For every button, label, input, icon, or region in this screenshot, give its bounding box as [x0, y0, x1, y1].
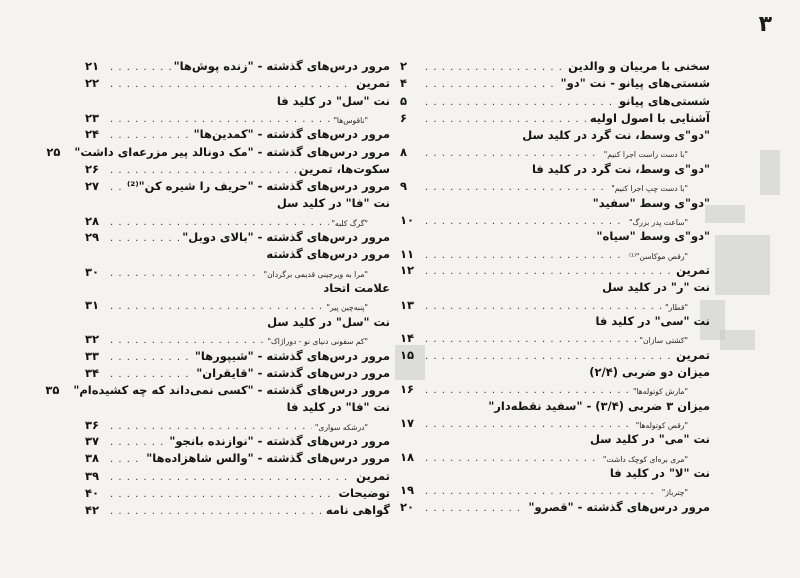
toc-subentry-title: "درشکه سواری" [314, 422, 368, 432]
toc-page-number: ۹ [400, 179, 408, 194]
toc-entry-title: شستی‌های پیانو [618, 93, 710, 108]
toc-leader-dots [110, 76, 353, 93]
toc-entry [85, 229, 390, 246]
toc-subentry [85, 297, 390, 313]
toc-subentry-title: "با دست راست اجرا کنیم" [603, 150, 688, 160]
toc-leader-dots [425, 500, 525, 517]
toc-entry [45, 382, 390, 399]
toc-subentry [85, 417, 390, 433]
toc-entry-title: میزان ۳ ضربی (۳/۴) - "سفید نقطه‌دار" [488, 398, 710, 413]
toc-subentry [400, 381, 710, 397]
toc-entry [85, 280, 390, 297]
toc-leader-dots [110, 451, 143, 468]
toc-entry [85, 348, 390, 365]
toc-entry-title: توضیحات [338, 485, 390, 500]
toc-leader-dots [110, 59, 171, 76]
toc-page-number: ۸ [400, 145, 408, 160]
toc-subentry-title: "ناقوس‌ها" [333, 115, 368, 125]
toc-leader-dots [110, 434, 166, 451]
toc-page-number: ۳۱ [85, 298, 100, 313]
toc-entry-title: شستی‌های پیانو - نت "دو" [560, 76, 710, 91]
toc-page-number: ۱۲ [400, 262, 415, 277]
toc-leader-dots [425, 111, 587, 128]
toc-page-number: ۱۸ [400, 449, 415, 464]
toc-entry [400, 313, 710, 330]
toc-entry-title: مرور درس‌های گذشته [266, 247, 390, 262]
toc-page-number: ۱۳ [400, 297, 415, 312]
toc-page-number: ۳۶ [85, 417, 100, 432]
toc-entry-title: نت "لا" در کلید فا [609, 465, 710, 480]
toc-subentry [400, 330, 710, 346]
toc-entry [400, 279, 710, 296]
toc-entry-title: مرور درس‌های گذشته - "والس شاهزاده‌ها" [146, 451, 390, 466]
toc-entry-title: مرور درس‌های گذشته - "کمدین‌ها" [193, 127, 390, 142]
toc-page-number: ۲۳ [85, 110, 100, 125]
toc-subentry [85, 213, 390, 229]
toc-entry-title: مرور درس‌های گذشته - "شیپورها" [194, 348, 390, 363]
toc-page-number: ۲۶ [85, 161, 100, 176]
toc-entry-title: "دو"ی وسط "سیاه" [596, 229, 710, 244]
toc-page-number: ۳۳ [85, 348, 100, 363]
toc-entry-title: مرور درس‌های گذشته - "بالای دوبل" [182, 230, 390, 245]
scan-noise [705, 205, 745, 223]
toc-entry [85, 161, 390, 178]
toc-leader-dots [425, 94, 616, 111]
toc-subentry-title: "ساعت پدر بزرگ" [628, 217, 688, 227]
toc-entry-title: مرور درس‌های گذشته - "نوازنده بانجو" [169, 434, 390, 449]
toc-entry-title: سکوت‌ها، تمرین [298, 161, 390, 176]
toc-leader-dots [110, 162, 296, 179]
toc-page-number: ۱۵ [400, 347, 415, 362]
scan-noise [720, 330, 755, 350]
toc-subentry [400, 449, 710, 465]
toc-page-number: ۲۸ [85, 213, 100, 228]
toc-leader-dots [110, 230, 179, 247]
toc-page-number: ۲۱ [85, 59, 100, 73]
toc-entry-title: "دو"ی وسط، نت گرد در کلید فا [531, 161, 710, 176]
toc-page-number: ۴۰ [85, 485, 100, 500]
toc-entry [400, 262, 710, 279]
toc-entry [400, 93, 710, 110]
toc-entry [85, 126, 390, 143]
toc-page-number: ۱۹ [400, 483, 415, 498]
toc-subentry-title: "پنبه‌چین پیر" [326, 303, 368, 313]
toc-entry [85, 314, 390, 331]
toc-entry-title: سخنی با مربیان و والدین [568, 59, 710, 73]
toc-subentry [85, 264, 390, 280]
toc-entry [85, 75, 390, 92]
toc-subentry [400, 246, 710, 262]
toc-entry-title: میزان دو ضربی (۲/۴) [589, 364, 710, 379]
toc-subentry-title: "با دست چپ اجرا کنیم" [611, 184, 688, 194]
toc-entry [85, 195, 390, 212]
toc-page-number: ۳۹ [85, 468, 100, 483]
toc-entry [400, 110, 710, 127]
toc-subentry [400, 212, 710, 228]
toc-entry-title: مرور درس‌های گذشته - "حریف را شیره کن"⁽²⁾ [126, 179, 390, 194]
toc-leader-dots [110, 503, 323, 520]
toc-entry-title: "دو"ی وسط "سفید" [592, 195, 710, 210]
toc-subentry-title: "قطار" [665, 302, 688, 312]
toc-page-number: ۵ [400, 93, 408, 108]
page-number: ۳ [758, 12, 772, 37]
toc-subentry-title: "مری بره‌ای کوچک داشت" [602, 454, 688, 464]
toc-page-number: ۶ [400, 110, 408, 125]
toc-entry [85, 450, 390, 467]
toc-subentry [400, 482, 710, 498]
toc-entry [400, 127, 710, 144]
toc-entry-title: نت "می" در کلید سل [589, 432, 710, 447]
toc-entry [400, 228, 710, 245]
toc-leader-dots [425, 348, 673, 365]
toc-entry [85, 93, 390, 110]
toc-leader-dots [425, 59, 565, 76]
toc-page-number: ۱۴ [400, 331, 415, 346]
toc-page-number: ۳۰ [85, 264, 100, 279]
toc-subentry [400, 297, 710, 313]
toc-subentry [400, 415, 710, 431]
toc-page-number: ۲۴ [85, 127, 100, 142]
toc-leader-dots [110, 127, 191, 144]
toc-page-number: ۳۲ [85, 332, 100, 347]
toc-entry-title: تمرین [356, 468, 390, 483]
toc-page-number: ۱۶ [400, 382, 415, 397]
toc-entry-title: مرور درس‌های گذشته - "زنده پوش‌ها" [173, 59, 390, 73]
toc-entry [85, 365, 390, 382]
toc-entry-title: نت "فا" در کلید سل [276, 196, 390, 211]
toc-page-number: ۳۸ [85, 451, 100, 466]
toc-subentry-title: "چترباز" [661, 488, 688, 498]
toc-page-number: ۳۷ [85, 434, 100, 449]
toc-column-right [400, 58, 710, 516]
toc-entry [400, 161, 710, 178]
toc-entry [400, 465, 710, 482]
toc-entry [400, 58, 710, 75]
toc-entry-title: مرور درس‌های گذشته - "کسی نمی‌داند که چه کشیده‌ام" [73, 383, 390, 398]
toc-entry-title: مرور درس‌های گذشته - "قصرو" [528, 499, 710, 514]
toc-entry [85, 468, 390, 485]
toc-entry [46, 144, 390, 161]
toc-entry-title: نت "سی" در کلید فا [595, 313, 710, 328]
toc-leader-dots [110, 469, 353, 486]
toc-entry-title: نت "سل" در کلید سل [267, 314, 390, 329]
toc-entry-title: مرور درس‌های گذشته - "قایقران" [196, 365, 390, 380]
toc-page-number: ۲ [400, 59, 408, 73]
toc-subentry-title: "رقص کوتوله‌ها" [635, 420, 688, 430]
toc-entry [85, 399, 390, 416]
toc-entry [400, 195, 710, 212]
toc-page-number: ۳۵ [45, 383, 60, 398]
toc-entry [400, 499, 710, 516]
toc-page-number: ۴ [400, 76, 408, 91]
toc-entry-title: مرور درس‌های گذشته - "مک دونالد پیر مزرعه‌ای داشت" [74, 144, 390, 159]
toc-entry-title: "دو"ی وسط، نت گرد در کلید سل [522, 128, 710, 143]
toc-page-number: ۳۴ [85, 365, 100, 380]
toc-leader-dots [425, 263, 673, 280]
toc-subentry-title: "مارش کوتوله‌ها" [633, 387, 688, 397]
toc-entry [85, 502, 390, 519]
toc-page-number: ۲۲ [85, 76, 100, 91]
toc-entry-title: تمرین [676, 347, 710, 362]
toc-column-left [45, 58, 390, 520]
toc-subentry [400, 178, 710, 194]
toc-subentry-title: "کم سفونی دنیای نو - دوراژاک" [267, 337, 368, 347]
toc-entry-title: نت "ر" در کلید سل [602, 280, 710, 295]
toc-page-number: ۲۹ [85, 230, 100, 245]
toc-entry-title: گواهی نامه [325, 503, 390, 518]
toc-page-number: ۱۰ [400, 212, 415, 227]
toc-leader-dots [425, 76, 558, 93]
toc-subentry-title: "کشتی سازان" [639, 336, 688, 346]
toc-entry-title: علامت اتحاد [323, 281, 390, 296]
toc-entry-title: آشنایی با اصول اولیه [589, 110, 710, 125]
toc-entry [400, 75, 710, 92]
toc-entry [85, 485, 390, 502]
toc-entry-title: نت "سل" در کلید فا [276, 93, 390, 108]
toc-entry [400, 364, 710, 381]
toc-entry [85, 433, 390, 450]
toc-entry [85, 246, 390, 263]
toc-page-number: ۱۱ [400, 246, 415, 261]
toc-page-number: ۱۷ [400, 415, 415, 430]
toc-entry [85, 178, 390, 195]
toc-entry-title: نت "فا" در کلید فا [286, 400, 390, 415]
toc-page-number: ۴۲ [85, 503, 100, 518]
toc-page-number: ۲۰ [400, 499, 415, 514]
toc-entry [400, 347, 710, 364]
scan-noise [715, 235, 770, 295]
toc-page-number: ۲۷ [85, 179, 100, 194]
toc-subentry-title: "گرگ کلبه" [331, 218, 368, 228]
toc-subentry [85, 331, 390, 347]
toc-leader-dots [110, 486, 336, 503]
toc-entry [400, 398, 710, 415]
toc-subentry [400, 144, 710, 160]
scan-noise [760, 150, 780, 195]
toc-subentry-title: "مرا به ویرجینی قدیمی برگردان" [263, 269, 368, 279]
toc-leader-dots [110, 366, 193, 383]
toc-entry-title: تمرین [356, 76, 390, 91]
toc-entry [85, 58, 390, 75]
toc-leader-dots [110, 179, 124, 196]
toc-page-number: ۲۵ [46, 144, 61, 159]
toc-entry [400, 431, 710, 448]
toc-leader-dots [110, 349, 192, 366]
toc-entry-title: تمرین [676, 262, 710, 277]
toc-subentry [85, 110, 390, 126]
toc-subentry-title: "رقص موکاسن"⁽¹⁾ [629, 251, 688, 261]
